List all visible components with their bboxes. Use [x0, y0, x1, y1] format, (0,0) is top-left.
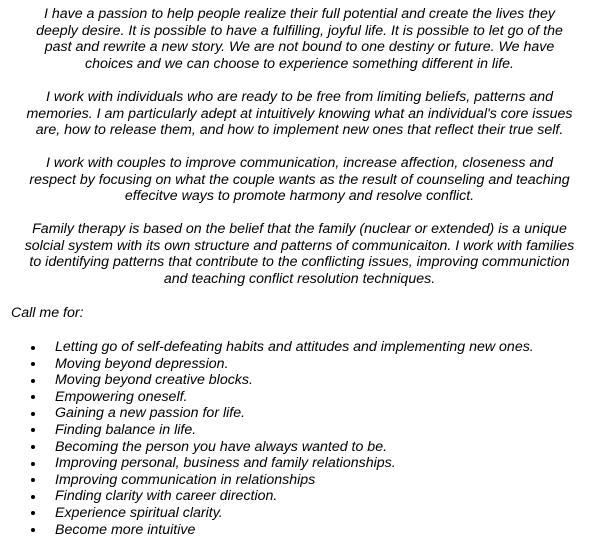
bullet-icon — [31, 462, 35, 466]
list-item — [0, 522, 534, 539]
paragraph-line: Family therapy is based on the belief that the family (nuclear or extended) is a unique — [32, 221, 567, 237]
bullet-icon — [31, 528, 35, 532]
list-item-text: Moving beyond depression. — [55, 355, 229, 372]
call-me-for-heading: Call me for: — [11, 305, 84, 321]
bullet-icon — [31, 379, 35, 383]
list-item-text: Gaining a new passion for life. — [55, 405, 246, 422]
paragraph-family-therapy — [4, 221, 595, 287]
paragraph-line: effecitve ways to promote harmony and resolve conflict. — [124, 188, 475, 205]
bullet-icon — [31, 428, 35, 432]
paragraph-line: are, how to release them, and how to implement new ones that reflect their true self. — [35, 122, 564, 139]
paragraph-line: solcial system with its own structure and patterns of communicaiton. I work with families — [24, 237, 575, 254]
list-item — [0, 505, 534, 522]
list-item — [0, 439, 534, 456]
paragraph-line: past and rewrite a new story. We are not bound to one destiny or future. We have — [44, 39, 555, 56]
list-item-text: Finding balance in life. — [55, 421, 197, 438]
list-item — [0, 472, 534, 489]
list-item-text: Empowering oneself. — [55, 388, 188, 405]
list-item — [0, 405, 534, 422]
paragraph-line: I work with individuals who are ready to be free from limiting beliefs, patterns and — [45, 89, 554, 105]
list-item — [0, 389, 534, 406]
bullet-icon — [31, 412, 35, 416]
list-item-text: Moving beyond creative blocks. — [55, 372, 253, 389]
paragraph-individuals — [4, 89, 595, 139]
services-list — [0, 339, 534, 538]
list-item — [0, 356, 534, 373]
bullet-icon — [31, 346, 35, 350]
paragraph-passion — [4, 6, 595, 72]
bullet-icon — [31, 395, 35, 399]
list-item — [0, 339, 534, 356]
bullet-icon — [31, 362, 35, 366]
paragraph-line: memories. I am particularly adept at intuitively knowing what an individual's core issues — [26, 105, 573, 122]
paragraph-line: choices and we can choose to experience something different in life. — [84, 55, 515, 72]
list-item-text: Become more intuitive — [55, 521, 196, 538]
bullet-icon — [31, 495, 35, 499]
bullet-icon — [31, 511, 35, 515]
paragraph-line: I work with couples to improve communication, increase affection, closeness and — [45, 155, 554, 171]
list-item-text: Experience spiritual clarity. — [55, 504, 223, 521]
paragraph-couples — [4, 155, 595, 205]
list-item-text: Letting go of self-defeating habits and attitudes and implementing new ones. — [55, 339, 534, 355]
paragraph-line: and teaching conflict resolution techniques. — [163, 270, 436, 287]
bullet-icon — [31, 478, 35, 482]
list-item-text: Becoming the person you have always wanted to be. — [55, 438, 388, 455]
paragraph-line: I have a passion to help people realize their full potential and create the lives they — [43, 6, 556, 22]
list-item — [0, 488, 534, 505]
list-item-text: Improving communication in relationships — [55, 471, 316, 488]
list-item — [0, 372, 534, 389]
paragraph-line: to identifying patterns that contribute to the conflicting issues, improving communiction — [29, 254, 570, 271]
list-item-text: Finding clarity with career direction. — [55, 488, 278, 505]
paragraph-line: respect by focusing on what the couple wants as the result of counseling and teaching — [29, 171, 570, 188]
list-item-text: Improving personal, business and family relationships. — [55, 455, 396, 472]
paragraph-line: deeply desire. It is possible to have a fulfilling, joyful life. It is possible to let go of the — [36, 22, 563, 39]
list-item — [0, 422, 534, 439]
bullet-icon — [31, 445, 35, 449]
list-item — [0, 455, 534, 472]
